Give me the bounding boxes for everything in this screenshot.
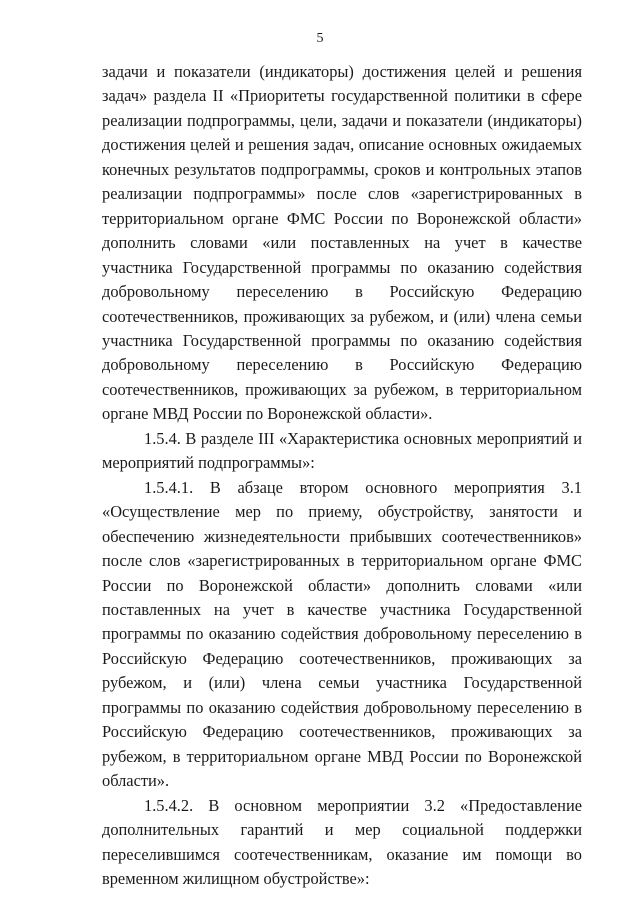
page-number: 5 xyxy=(316,31,324,46)
paragraph-section-1-5-4: 1.5.4. В разделе III «Характеристика основных мероприятий и мероприятий подпрограммы»: xyxy=(102,428,582,473)
paragraph-section-1-5-4-2: 1.5.4.2. В основном мероприятии 3.2 «Предоставление дополнительных гарантий и мер социальной поддержки переселившимся соотечественникам, оказание им помощи во временном жилищном обустройстве»: xyxy=(102,795,582,888)
document-body xyxy=(102,60,582,891)
paragraph-section-1-5-4-1: 1.5.4.1. В абзаце втором основного мероприятия 3.1 «Осуществление мер по приему, обустройству, занятости и обеспечению жизнедеятельности прибывших соотечественников» после слов «зарегистрированных в территориальном органе ФМС России по Воронежской области» дополнить словами «или поставленных на учет в качестве участника Государственной программы по оказанию содействия добровольному переселению в Российскую Федерацию соотечественников, проживающих за рубежом, и (или) члена семьи участника Государственной программы по оказанию содействия добровольному переселению в Российскую Федерацию соотечественников, проживающих за рубежом, в территориальном органе МВД России по Воронежской области». xyxy=(102,477,582,791)
paragraph-continuation: задачи и показатели (индикаторы) достижения целей и решения задач» раздела II «Приоритеты государственной политики в сфере реализации подпрограммы, цели, задачи и показатели (индикаторы) достижения целей и решения задач, описание основных ожидаемых конечных результатов подпрограммы, сроков и контрольных этапов реализации подпрограммы» после слов «зарегистрированных в территориальном органе ФМС России по Воронежской области» дополнить словами «или поставленных на учет в качестве участника Государственной программы по оказанию содействия добровольному переселению в Российскую Федерацию соотечественников, проживающих за рубежом, и (или) члена семьи участника Государственной программы по оказанию содействия добровольному переселению в Российскую Федерацию соотечественников, проживающих за рубежом, в территориальном органе МВД России по Воронежской области». xyxy=(102,62,582,424)
